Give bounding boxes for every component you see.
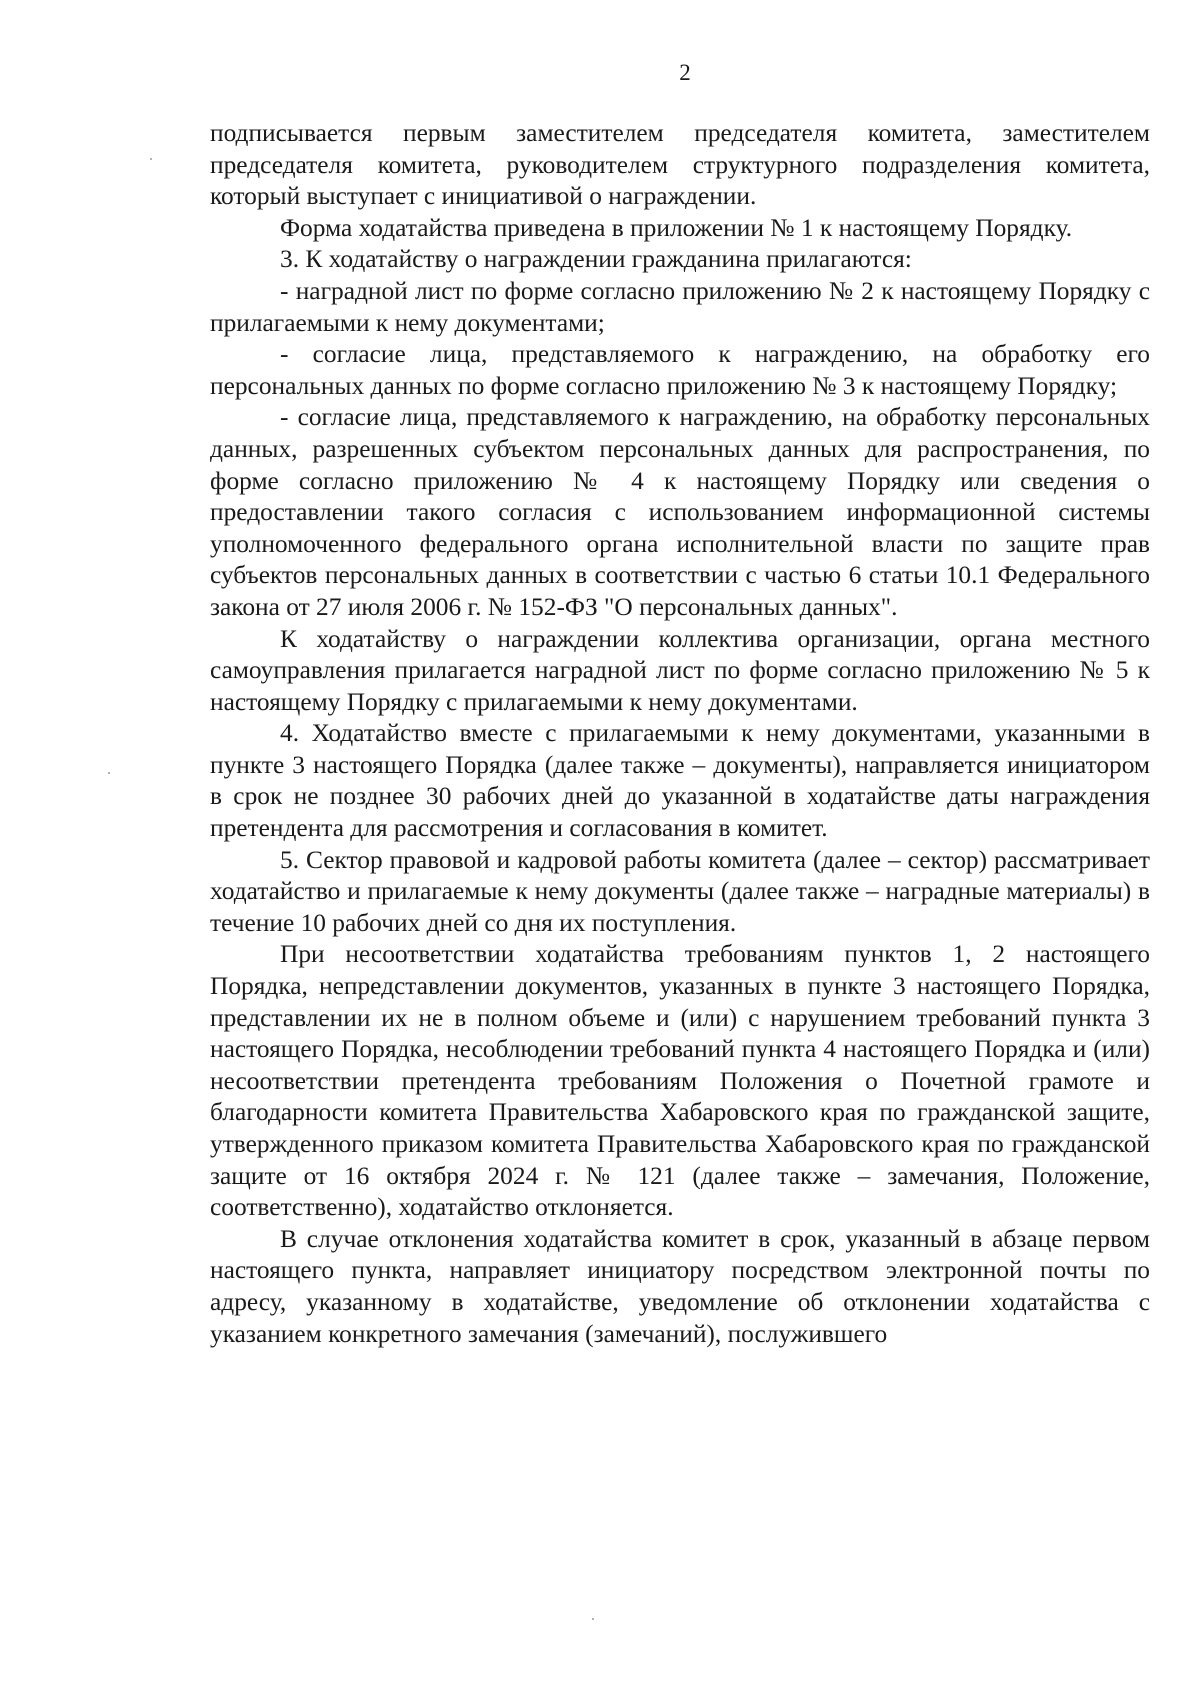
scan-speck bbox=[108, 772, 110, 774]
paragraph-6: - согласие лица, представляемого к награждению, на обработку персональных данных, разрешенных субъектом персональных данных для распространения, по форме согласно приложению № 4 к настоящему Порядку или сведения о предоставлении такого согласия с использованием информационной системы уполномоченного федерального органа исполнительной власти по защите прав субъектов персональных данных в соответствии с частью 6 статьи 10.1 Федерального закона от 27 июля 2006 г. № 152-ФЗ "О персональных данных". bbox=[210, 403, 1150, 621]
paragraph-2: Форма ходатайства приведена в приложении № 1 к настоящему Порядку. bbox=[280, 213, 1073, 242]
paragraph-1: подписывается первым заместителем председателя комитета, заместителем председателя комитета, руководителем структурного подразделения комитета, который выступает с инициативой о награждении. bbox=[210, 119, 1150, 211]
paragraph-4: - наградной лист по форме согласно приложению № 2 к настоящему Порядку с прилагаемыми к нему документами; bbox=[210, 276, 1150, 337]
paragraph-3: 3. К ходатайству о награждении гражданина прилагаются: bbox=[280, 245, 912, 274]
paragraph-8: 4. Ходатайство вместе с прилагаемыми к нему документами, указанными в пункте 3 настоящего Порядка (далее также – документы), направляется инициатором в срок не позднее 30 рабочих дней до указанной в ходатайстве даты награждения претендента для рассмотрения и согласования в комитет. bbox=[210, 719, 1150, 843]
scan-speck bbox=[150, 158, 152, 160]
document-body bbox=[210, 118, 1150, 1350]
paragraph-11: В случае отклонения ходатайства комитет в срок, указанный в абзаце первом настоящего пункта, направляет инициатору посредством электронной почты по адресу, указанному в ходатайстве, уведомление об отклонении ходатайства с указанием конкретного замечания (замечаний), послужившего bbox=[210, 1224, 1150, 1348]
scan-speck bbox=[592, 1618, 594, 1620]
page-number: 2 bbox=[679, 60, 691, 85]
paragraph-7: К ходатайству о награждении коллектива организации, органа местного самоуправления прилагается наградной лист по форме согласно приложению № 5 к настоящему Порядку с прилагаемыми к нему документами. bbox=[210, 624, 1150, 716]
paragraph-5: - согласие лица, представляемого к награждению, на обработку его персональных данных по форме согласно приложению № 3 к настоящему Порядку; bbox=[210, 340, 1150, 400]
paragraph-10: При несоответствии ходатайства требованиям пунктов 1, 2 настоящего Порядка, непредставлении документов, указанных в пункте 3 настоящего Порядка, представлении их не в полном объеме и (или) с нарушением требований пункта 3 настоящего Порядка, несоблюдении требований пункта 4 настоящего Порядка и (или) несоответствии претендента требованиям Положения о Почетной грамоте и благодарности комитета Правительства Хабаровского края по гражданской защите, утвержденного приказом комитета Правительства Хабаровского края по гражданской защите от 16 октября 2024 г. № 121 (далее также – замечания, Положение, соответственно), ходатайство отклоняется. bbox=[210, 940, 1150, 1222]
paragraph-9: 5. Сектор правовой и кадровой работы комитета (далее – сектор) рассматривает ходатайство и прилагаемые к нему документы (далее также – наградные материалы) в течение 10 рабочих дней со дня их поступления. bbox=[210, 845, 1150, 937]
